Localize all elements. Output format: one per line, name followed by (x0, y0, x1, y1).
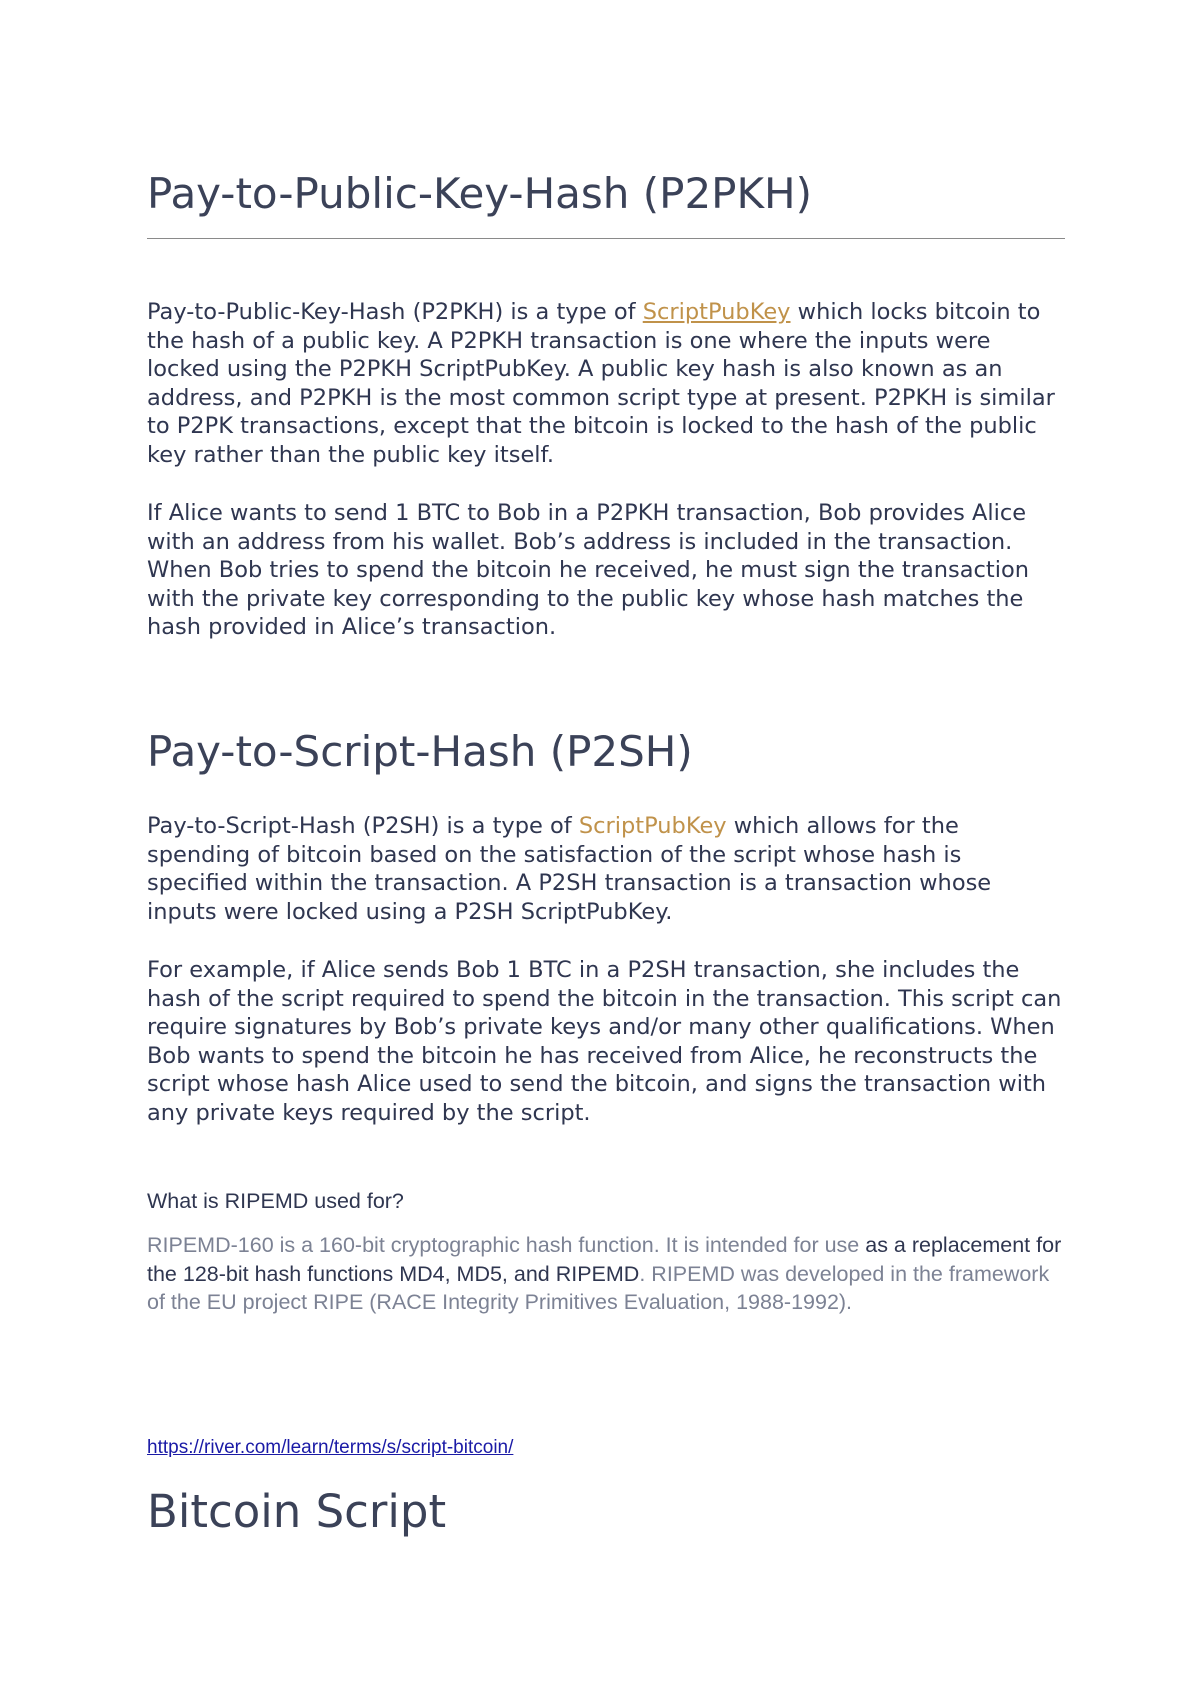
ripemd-question: What is RIPEMD used for? (147, 1189, 404, 1213)
p2sh-para1-text-after: which allows for the spending of bitcoin based on the satisfaction of the script whose hash is specified within the transaction. A P2SH transaction is a transaction whose inputs were locked using a P2SH ScriptPubKey. (147, 813, 992, 925)
p2pkh-paragraph-1 (147, 298, 1065, 469)
heading-p2sh: Pay-to-Script-Hash (P2SH) (147, 727, 693, 776)
p2pkh-para1-text-after: which locks bitcoin to the hash of a public key. A P2PKH transaction is one where the inputs were locked using the P2PKH ScriptPubKey. A public key hash is also known as an address, and P2PKH is the most common script type at present. P2PKH is similar to P2PK transactions, except that the bitcoin is locked to the hash of the public key rather than the public key itself. (147, 299, 1055, 468)
ripemd-answer-highlight: as a replacement for the 128-bit hash functions MD4, MD5, and RIPEMD (147, 1233, 1062, 1286)
scriptpubkey-link-p2sh[interactable]: ScriptPubKey (578, 813, 727, 839)
heading-p2pkh: Pay-to-Public-Key-Hash (P2PKH) (147, 169, 813, 218)
p2sh-paragraph-1 (147, 812, 1065, 926)
p2sh-para1-text-before: Pay-to-Script-Hash (P2SH) is a type of (147, 813, 579, 839)
heading-bitcoin-script: Bitcoin Script (147, 1485, 447, 1538)
ripemd-answer-end: . RIPEMD was developed in the framework of the EU project RIPE (RACE Integrity Primitives Evaluation, 1988-1992). (147, 1261, 1050, 1314)
p2pkh-para1-text-before: Pay-to-Public-Key-Hash (P2PKH) is a type of (147, 299, 643, 325)
ripemd-answer (147, 1231, 1065, 1317)
p2sh-paragraph-2: For example, if Alice sends Bob 1 BTC in a P2SH transaction, she includes the hash of the script required to spend the bitcoin in the transaction. This script can require signatures by Bob’s private keys and/or many other qualifications. When Bob wants to spend the bitcoin he has received from Alice, he reconstructs the script whose hash Alice used to send the bitcoin, and signs the transaction with any private keys required by the script. (147, 957, 1062, 1126)
scriptpubkey-link-p2pkh[interactable]: ScriptPubKey (642, 299, 791, 325)
reference-url-link[interactable]: https://river.com/learn/terms/s/script-bitcoin/ (147, 1437, 514, 1458)
heading-divider (147, 238, 1065, 239)
p2pkh-paragraph-2: If Alice wants to send 1 BTC to Bob in a P2PKH transaction, Bob provides Alice with an address from his wallet. Bob’s address is included in the transaction. When Bob tries to spend the bitcoin he received, he must sign the transaction with the private key corresponding to the public key whose hash matches the hash provided in Alice’s transaction. (147, 500, 1029, 640)
ripemd-answer-start: RIPEMD-160 is a 160-bit cryptographic hash function. It is intended for use (147, 1233, 866, 1257)
